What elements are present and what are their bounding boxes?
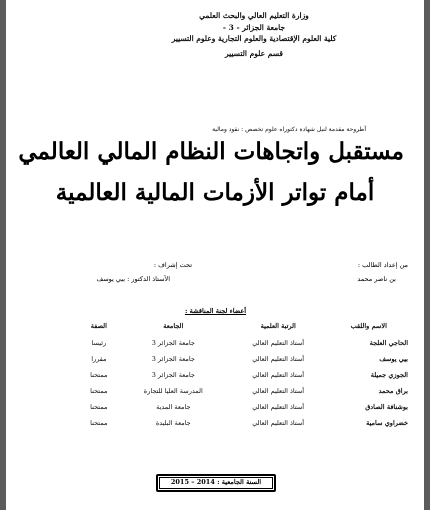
member-university: جامعة الجزائر 3 [151,371,195,379]
committee-header-row [80,320,410,335]
faculty-name: كلية العلوم الإقتصادية والعلوم التجارية وعلوم التسيير [171,34,337,43]
member-rank: أستاذ التعليم العالي [252,419,305,427]
member-name: الجوزي جميلة [370,371,408,379]
table-row [80,415,410,431]
member-name: بوشنافة الصادق [365,403,408,411]
member-role: ممتحنا [90,403,108,411]
thesis-note: أطروحة مقدمة لنيل شهادة دكتوراه علوم تخصص : نقود ومالية [212,126,366,133]
committee-title: أعضاء لجنة المناقشة : [184,307,246,315]
supervisor-label: تحت إشراف : [153,261,192,269]
member-role: ممتحنا [90,387,108,395]
header-rank: الرتبة العلمية [260,322,296,330]
member-rank: أستاذ التعليم العالي [252,403,305,411]
committee-table [80,320,410,431]
member-university: المدرسة العليا للتجارة [143,387,203,395]
table-row [80,335,410,351]
academic-year-box [156,474,276,492]
academic-year: السنة الجامعية : 2014 – 2015 [170,478,262,486]
table-row [80,399,410,415]
university-name: جامعة الجزائر - 3 - [222,22,286,32]
document-page [6,0,424,510]
student-name: بن ناصر محمد [357,275,396,283]
ministry-name: وزارة التعليم العالي والبحث العلمي [199,11,309,20]
member-rank: أستاذ التعليم العالي [252,339,305,347]
member-rank: أستاذ التعليم العالي [252,371,305,379]
member-role: ممتحنا [90,371,108,379]
member-role: مقررا [91,355,107,363]
member-role: رئيسا [91,339,107,347]
header-university: الجامعة [163,322,184,330]
table-row [80,383,410,399]
department-name: قسم علوم التسيير [225,48,283,58]
member-university: جامعة الجزائر 3 [151,355,195,363]
member-role: ممتحنا [90,419,108,427]
member-rank: أستاذ التعليم العالي [252,387,305,395]
thesis-title-line1: مستقبل واتجاهات النظام المالي العالمي [18,138,404,165]
member-name: بيي يوسف [379,355,408,363]
thesis-title-line2: أمام تواتر الأزمات المالية العالمية [55,179,375,206]
header-name: الاسم واللقب [350,322,387,330]
institution-header [104,10,404,59]
member-name: براق محمد [378,387,408,395]
member-university: جامعة المدية [156,403,191,411]
member-university: جامعة البليدة [155,419,191,427]
header-role: الصفة [90,322,107,330]
member-name: الحاجي العلجة [369,339,408,347]
supervisor-name: الأستاذ الدكتور : بيي يوسف [96,275,170,283]
table-row [80,367,410,383]
member-name: خضراوي سامية [366,419,408,427]
member-university: جامعة الجزائر 3 [151,339,195,347]
table-row [80,351,410,367]
student-label: من إعداد الطالب : [357,261,408,269]
member-rank: أستاذ التعليم العالي [252,355,305,363]
